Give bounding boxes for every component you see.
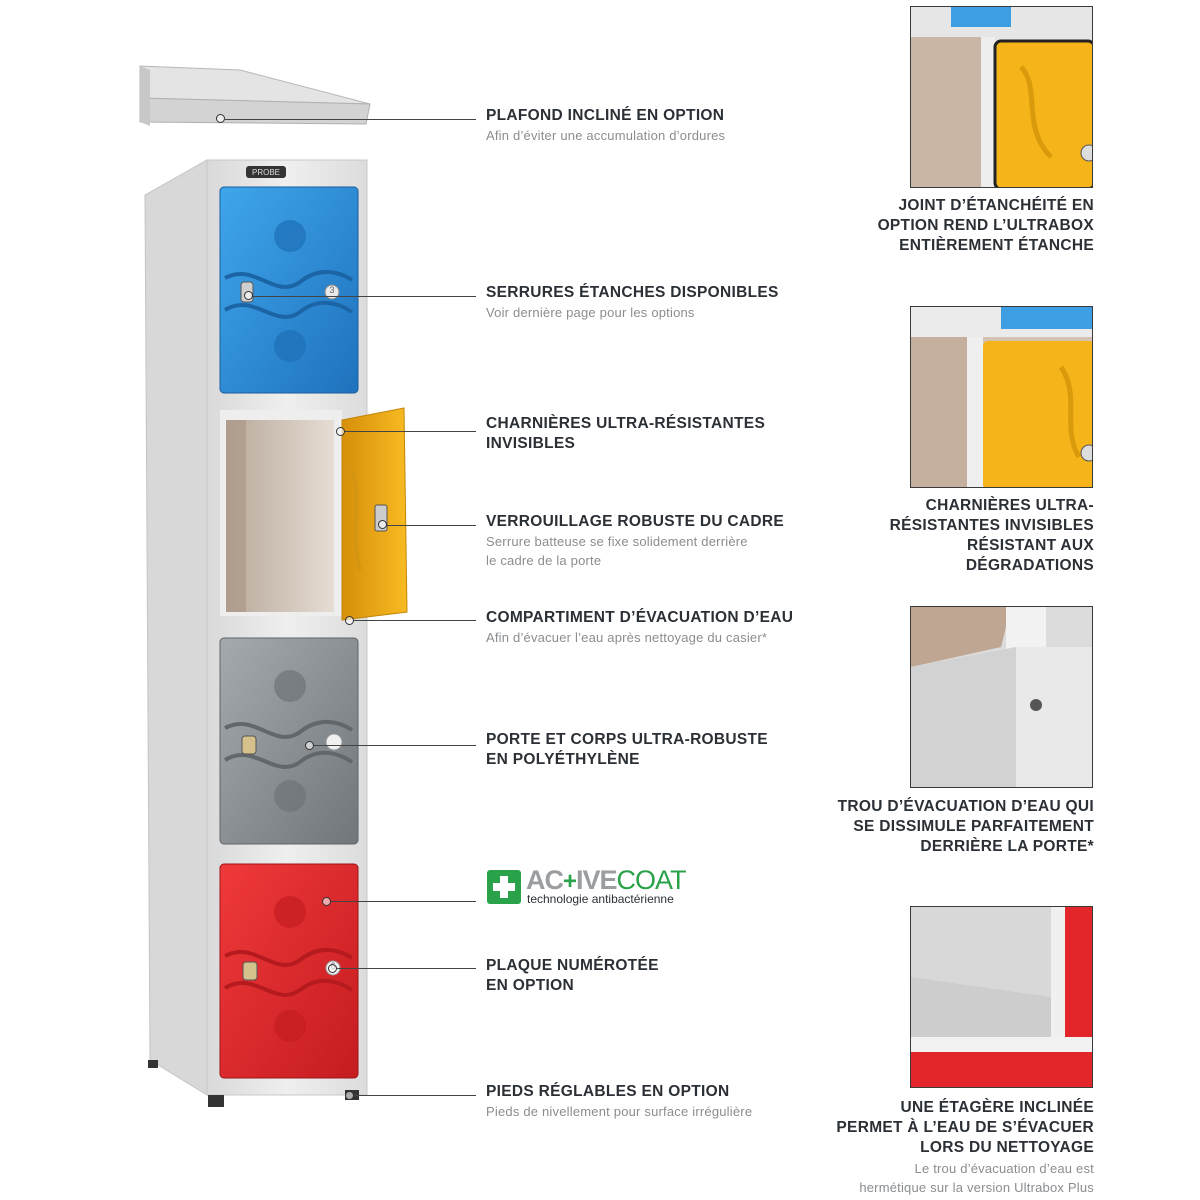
feature-title: EN POLYÉTHYLÈNE — [486, 751, 640, 768]
detail-caption-drain — [790, 797, 1094, 857]
feature-subtitle: le cadre de la porte — [486, 553, 602, 568]
feature-subtitle: Afin d’éviter une accumulation d’ordures — [486, 128, 726, 143]
detail-line: DERRIÈRE LA PORTE* — [920, 838, 1094, 855]
feature-adjustable-feet — [486, 1082, 816, 1121]
callout-dot — [378, 520, 387, 529]
callout-dot — [336, 427, 345, 436]
feature-subtitle: Serrure batteuse se fixe solidement derrière — [486, 534, 748, 549]
callout-line — [314, 745, 476, 746]
feature-frame-locking — [486, 512, 816, 570]
open-compartment — [220, 410, 342, 616]
callout-line — [331, 901, 476, 902]
sloped-roof — [140, 66, 370, 126]
logo-text: COAT — [616, 865, 686, 895]
red-door — [220, 864, 358, 1078]
detail-line: JOINT D’ÉTANCHÉITÉ EN — [898, 197, 1094, 214]
detail-line: CHARNIÈRES ULTRA- — [925, 497, 1094, 514]
detail-line: DÉGRADATIONS — [965, 557, 1094, 574]
callout-dot — [328, 964, 337, 973]
callout-line — [337, 968, 476, 969]
feature-title: VERROUILLAGE ROBUSTE DU CADRE — [486, 513, 785, 530]
feature-title: SERRURES ÉTANCHES DISPONIBLES — [486, 284, 779, 301]
logo-plus: + — [563, 868, 577, 895]
activecoat-cross-icon — [487, 870, 521, 904]
feature-sloped-roof — [486, 106, 816, 145]
feature-title: CHARNIÈRES ULTRA-RÉSISTANTES — [486, 415, 766, 432]
callout-dot — [305, 741, 314, 750]
callout-line — [253, 296, 476, 297]
detail-caption-shelf — [790, 1098, 1094, 1197]
feature-subtitle: Afin d’évacuer l’eau après nettoyage du casier* — [486, 630, 768, 645]
callout-line — [354, 1095, 476, 1096]
detail-line: SE DISSIMULE PARFAITEMENT — [853, 818, 1094, 835]
detail-photo-seal — [910, 6, 1093, 188]
detail-note: hermétique sur la version Ultrabox Plus — [859, 1180, 1094, 1195]
feature-waterproof-locks — [486, 283, 816, 322]
locker-foot — [148, 1060, 158, 1068]
callout-line — [225, 119, 476, 120]
callout-line — [354, 620, 476, 621]
detail-caption-seal — [820, 196, 1094, 256]
callout-dot — [216, 114, 225, 123]
locker-badge-text: PROBE — [251, 168, 281, 177]
feature-title: EN OPTION — [486, 977, 574, 994]
yellow-door — [342, 408, 407, 620]
detail-photo-hinges — [910, 306, 1093, 488]
detail-line: ENTIÈREMENT ÉTANCHE — [899, 237, 1094, 254]
feature-title: PORTE ET CORPS ULTRA-ROBUSTE — [486, 731, 768, 748]
logo-text: IVE — [576, 865, 617, 895]
callout-dot — [345, 1091, 354, 1100]
grey-door — [220, 638, 358, 844]
callout-line — [345, 431, 476, 432]
feature-title: COMPARTIMENT D’ÉVACUATION D’EAU — [486, 609, 794, 626]
locker-illustration — [0, 0, 480, 1200]
feature-subtitle: Pieds de nivellement pour surface irrégulière — [486, 1104, 753, 1119]
feature-subtitle: Voir dernière page pour les options — [486, 305, 695, 320]
detail-line: RÉSISTANT AUX — [966, 537, 1094, 554]
detail-line: RÉSISTANTES INVISIBLES — [889, 517, 1094, 534]
number-plate-top: 3 — [329, 285, 335, 295]
feature-drain-compartment — [486, 608, 826, 647]
activecoat-tagline: technologie antibactérienne — [527, 892, 674, 906]
callout-dot — [244, 291, 253, 300]
feature-title: PLAQUE NUMÉROTÉE — [486, 957, 659, 974]
detail-caption-hinges — [820, 496, 1094, 576]
detail-line: TROU D’ÉVACUATION D’EAU QUI — [837, 798, 1094, 815]
detail-photo-shelf — [910, 906, 1093, 1088]
feature-title: INVISIBLES — [486, 435, 576, 452]
feature-polyethylene — [486, 730, 816, 770]
feature-title: PIEDS RÉGLABLES EN OPTION — [486, 1083, 730, 1100]
callout-dot — [345, 616, 354, 625]
callout-dot — [322, 897, 331, 906]
detail-photo-drain — [910, 606, 1093, 788]
feature-title: PLAFOND INCLINÉ EN OPTION — [486, 107, 725, 124]
callout-line — [387, 525, 476, 526]
feature-number-plate — [486, 956, 816, 996]
locker-foot — [208, 1095, 224, 1107]
detail-line: OPTION REND L’ULTRABOX — [877, 217, 1094, 234]
locker-side-panel — [145, 160, 207, 1095]
detail-line: PERMET À L’EAU DE S’ÉVACUER — [836, 1119, 1094, 1136]
detail-line: UNE ÉTAGÈRE INCLINÉE — [900, 1099, 1094, 1116]
detail-line: LORS DU NETTOYAGE — [920, 1139, 1094, 1156]
feature-hinges — [486, 414, 816, 454]
detail-note: Le trou d’évacuation d’eau est — [914, 1161, 1094, 1176]
logo-text: AC — [526, 865, 563, 895]
